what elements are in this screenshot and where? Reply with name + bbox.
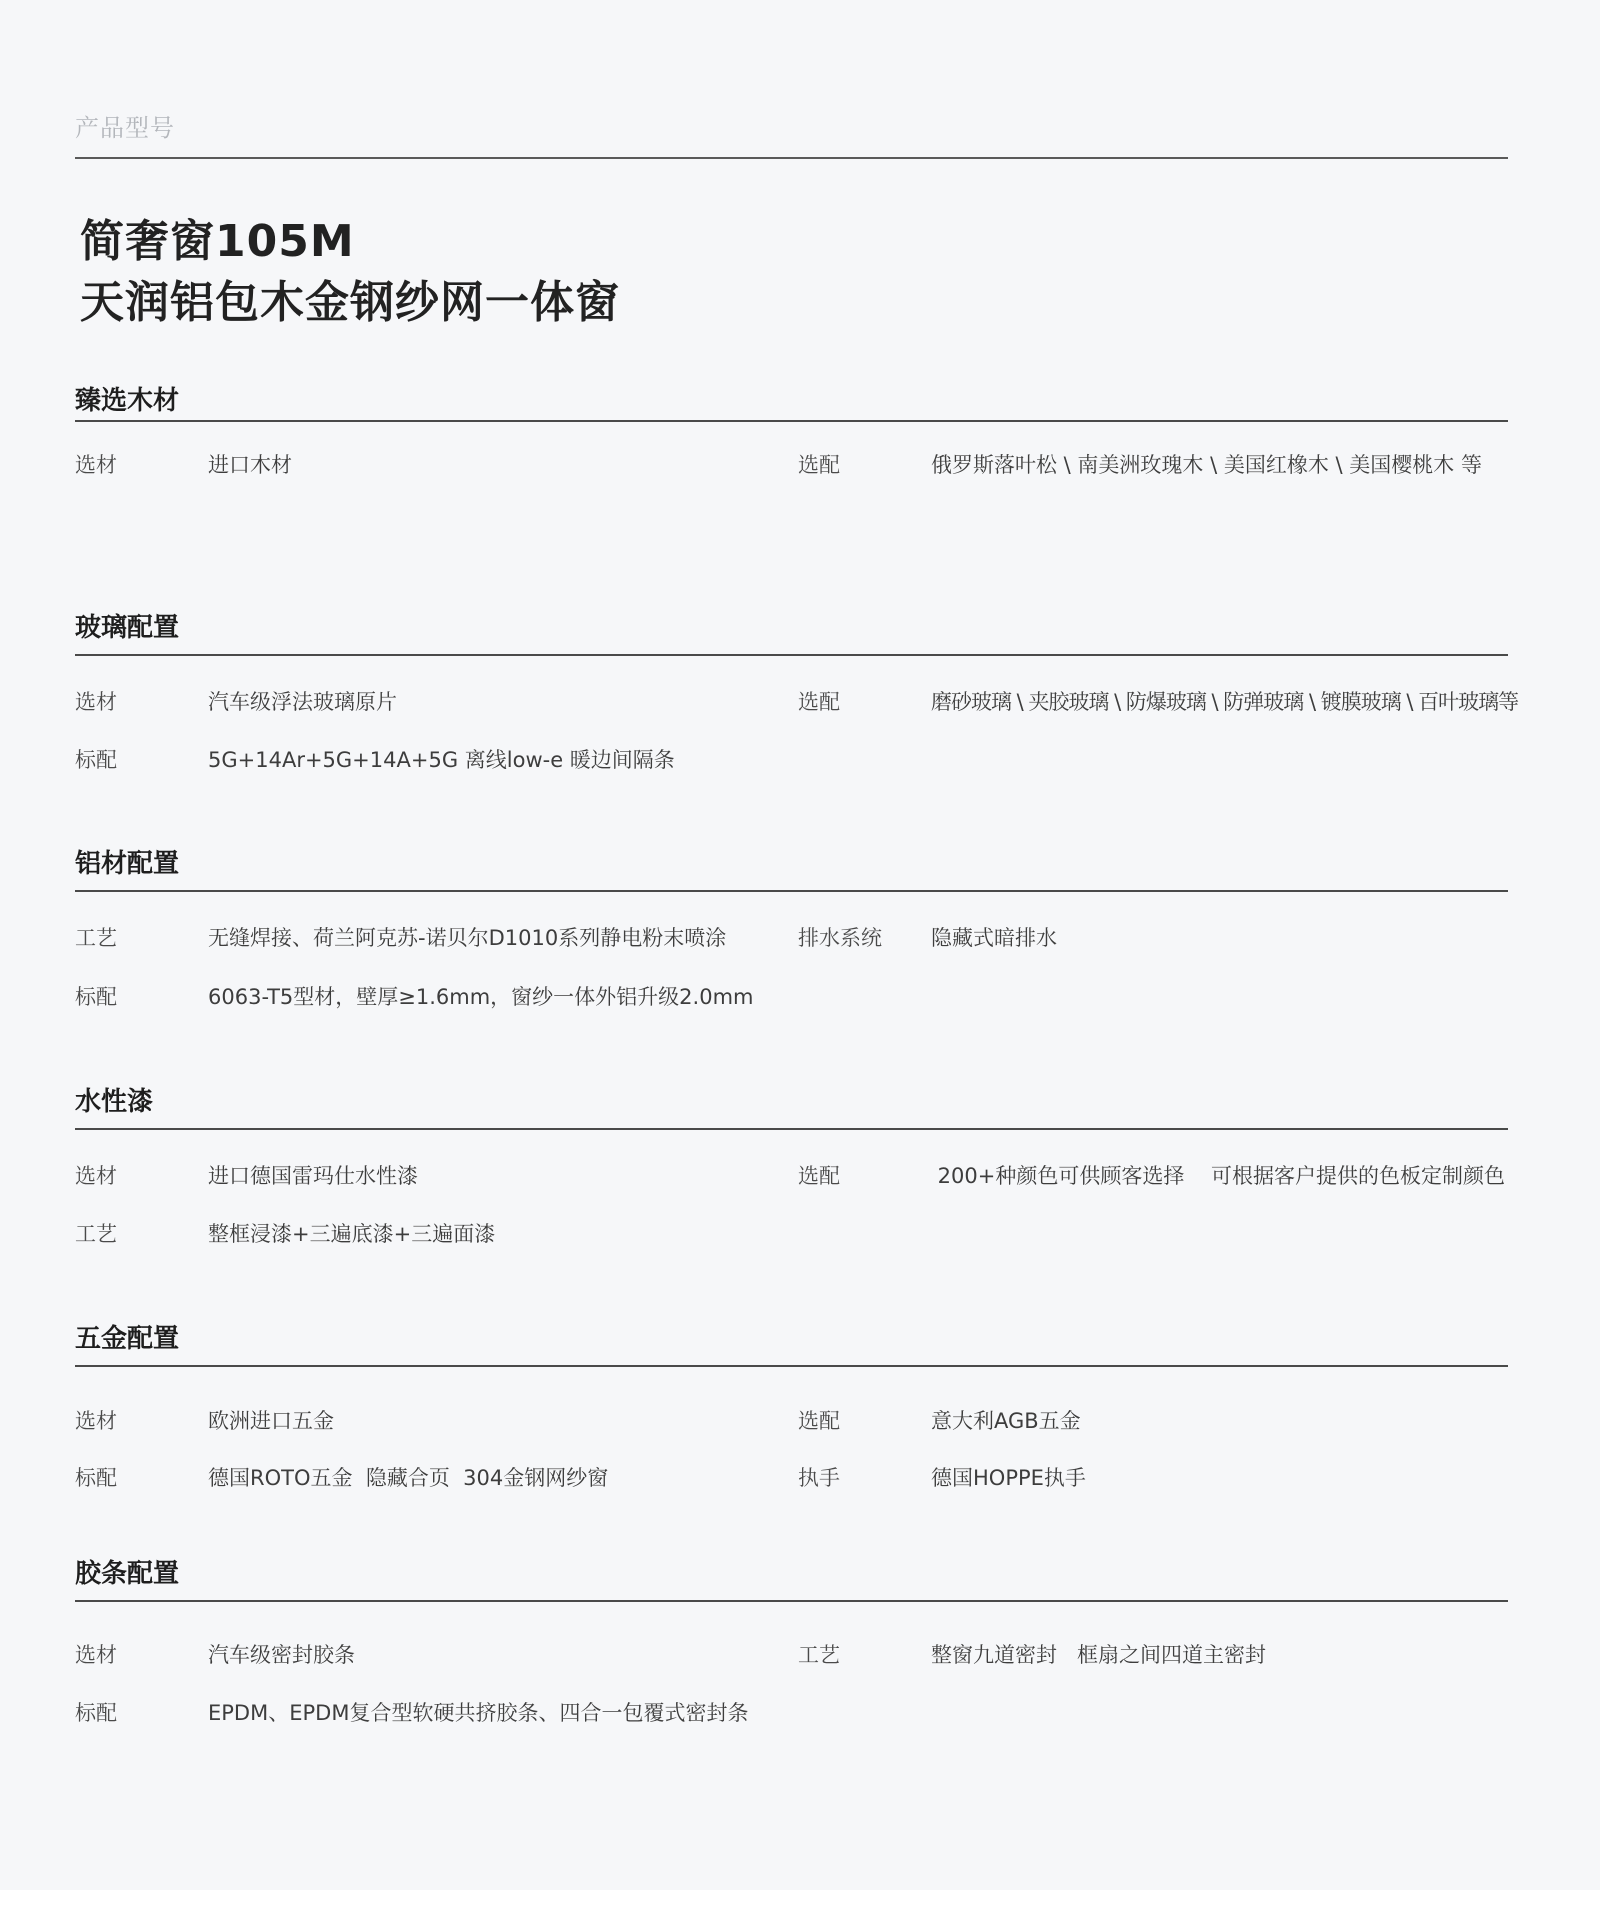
section-divider [75, 1600, 1508, 1602]
spec-label: 选配 [798, 690, 840, 714]
section-divider [75, 1128, 1508, 1130]
spec-label: 选材 [75, 690, 117, 714]
top-divider [75, 157, 1508, 159]
spec-label: 标配 [75, 1701, 117, 1725]
section-heading: 五金配置 [75, 1324, 180, 1354]
spec-label: 选配 [798, 1409, 840, 1433]
spec-label: 选材 [75, 453, 117, 477]
spec-value: 6063-T5型材，壁厚≥1.6mm，窗纱一体外铝升级2.0mm [208, 985, 754, 1009]
section-heading: 玻璃配置 [75, 613, 180, 643]
spec-value: 欧洲进口五金 [208, 1409, 334, 1433]
section-heading: 铝材配置 [75, 849, 180, 879]
bottom-margin [0, 1890, 1600, 1928]
spec-value: 整框浸漆+三遍底漆+三遍面漆 [208, 1222, 496, 1246]
section-divider [75, 654, 1508, 656]
product-title-line-2: 天润铝包木金钢纱网一体窗 [80, 277, 620, 328]
spec-label: 选材 [75, 1409, 117, 1433]
spec-value: 德国HOPPE执手 [931, 1466, 1086, 1490]
spec-label: 选材 [75, 1164, 117, 1188]
product-title-line-1: 简奢窗105M [80, 216, 355, 267]
spec-value: 5G+14Ar+5G+14A+5G 离线low-e 暖边间隔条 [208, 748, 675, 772]
spec-label: 标配 [75, 1466, 117, 1490]
section-heading: 胶条配置 [75, 1559, 180, 1589]
section-heading: 水性漆 [75, 1087, 154, 1117]
spec-value: 无缝焊接、荷兰阿克苏-诺贝尔D1010系列静电粉末喷涂 [208, 926, 727, 950]
spec-value: EPDM、EPDM复合型软硬共挤胶条、四合一包覆式密封条 [208, 1701, 749, 1725]
spec-label: 排水系统 [798, 926, 882, 950]
spec-value: 进口木材 [208, 453, 292, 477]
spec-label: 选配 [798, 1164, 840, 1188]
spec-label: 工艺 [75, 926, 117, 950]
spec-value: 200+种颜色可供顾客选择 可根据客户提供的色板定制颜色 [931, 1164, 1506, 1188]
section-heading: 臻选木材 [75, 386, 180, 416]
section-divider [75, 420, 1508, 422]
section-divider [75, 1365, 1508, 1367]
spec-label: 标配 [75, 985, 117, 1009]
spec-label: 工艺 [75, 1222, 117, 1246]
spec-value: 汽车级浮法玻璃原片 [208, 690, 397, 714]
spec-label: 选配 [798, 453, 840, 477]
product-model-label: 产品型号 [75, 114, 175, 142]
spec-value: 隐藏式暗排水 [931, 926, 1057, 950]
spec-label: 工艺 [798, 1643, 840, 1667]
spec-value: 整窗九道密封 框扇之间四道主密封 [931, 1643, 1267, 1667]
section-divider [75, 890, 1508, 892]
spec-value: 汽车级密封胶条 [208, 1643, 355, 1667]
spec-value: 俄罗斯落叶松 \ 南美洲玫瑰木 \ 美国红橡木 \ 美国樱桃木 等 [931, 453, 1482, 477]
spec-label: 标配 [75, 748, 117, 772]
spec-label: 选材 [75, 1643, 117, 1667]
spec-value: 进口德国雷玛仕水性漆 [208, 1164, 418, 1188]
spec-value: 德国ROTO五金 隐藏合页 304金钢网纱窗 [208, 1466, 609, 1490]
spec-value: 意大利AGB五金 [931, 1409, 1081, 1433]
spec-label: 执手 [798, 1466, 840, 1490]
spec-value: 磨砂玻璃 \ 夹胶玻璃 \ 防爆玻璃 \ 防弹玻璃 \ 镀膜玻璃 \ 百叶玻璃等 [931, 690, 1519, 714]
